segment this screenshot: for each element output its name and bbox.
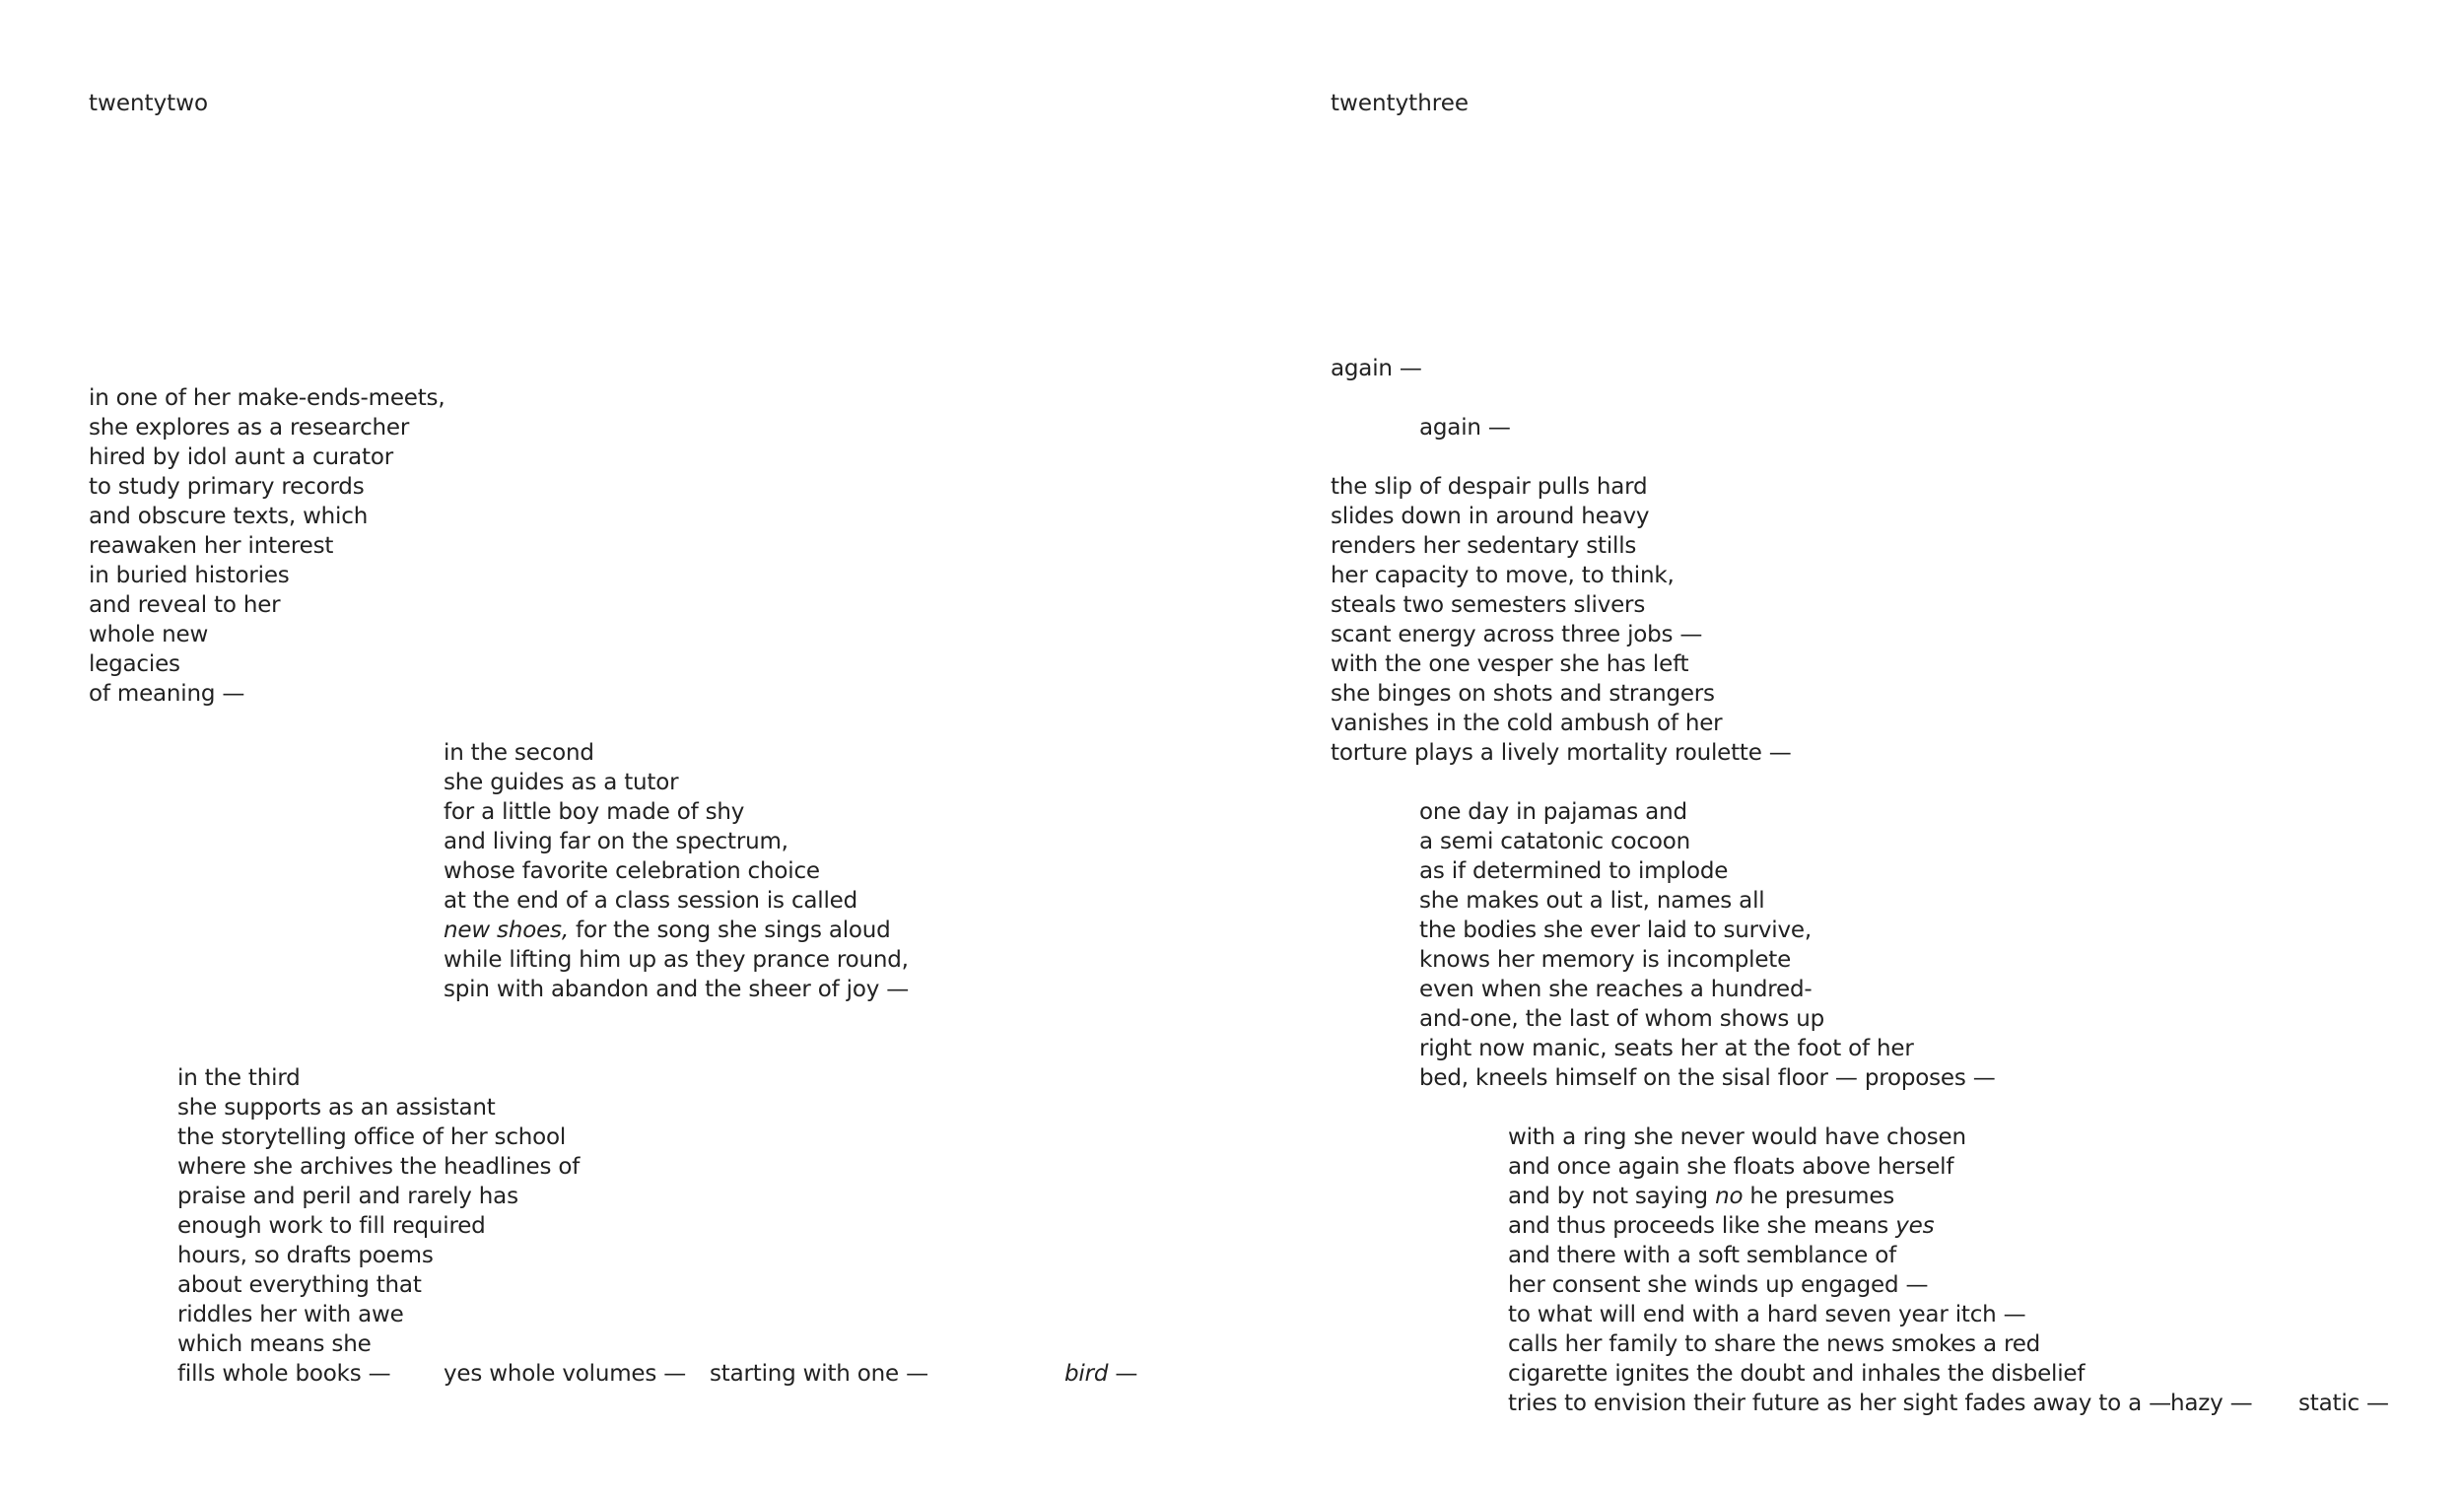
poem-line-rest: for the song she sings aloud <box>568 918 891 943</box>
poem-line: with a ring she never would have chosen <box>1508 1124 1966 1150</box>
poem-line: while lifting him up as they prance round, <box>444 947 909 973</box>
again-line-1: again — <box>1331 356 1422 381</box>
poem-line: hours, so drafts poems <box>177 1243 434 1268</box>
poem-line: and obscure texts, which <box>89 504 369 529</box>
poem-line: which means she <box>177 1331 372 1357</box>
poem-line: with the one vesper she has left <box>1331 651 1689 677</box>
poem-line: right now manic, seats her at the foot of her <box>1419 1036 1914 1061</box>
poem-line: of meaning — <box>89 681 245 707</box>
poem-line: riddles her with awe <box>177 1302 404 1327</box>
italic-bird: bird <box>1064 1361 1109 1387</box>
poem-line: the slip of despair pulls hard <box>1331 474 1648 500</box>
final-fragment-books: fills whole books — <box>177 1361 391 1387</box>
stanza-pajamas <box>1419 797 1996 1093</box>
page-label-left: twentytwo <box>89 91 209 116</box>
poem-line: to what will end with a hard seven year itch — <box>1508 1302 2026 1327</box>
poem-line: praise and peril and rarely has <box>177 1184 518 1209</box>
poem-line: where she archives the headlines of <box>177 1154 581 1180</box>
page-label-right: twentythree <box>1331 91 1470 116</box>
poem-line: steals two semesters slivers <box>1331 592 1646 618</box>
poem-line: in one of her make-ends-meets, <box>89 385 445 411</box>
poem-line: hired by idol aunt a curator <box>89 444 393 470</box>
stanza-researcher <box>89 383 445 709</box>
final-fragment-volumes: yes whole volumes — <box>444 1361 687 1387</box>
poem-line: calls her family to share the news smokes a red <box>1508 1331 2041 1357</box>
final-fragment-bird <box>1064 1359 1137 1389</box>
stanza-despair <box>1331 472 1792 768</box>
poem-line: scant energy across three jobs — <box>1331 622 1703 647</box>
poem-line: she makes out a list, names all <box>1419 888 1765 914</box>
poem-line: whose favorite celebration choice <box>444 858 820 884</box>
poem-line: as if determined to implode <box>1419 858 1729 884</box>
poem-line: she explores as a researcher <box>89 415 410 441</box>
poem-line: bed, kneels himself on the sisal floor — proposes — <box>1419 1065 1996 1091</box>
poem-line: the storytelling office of her school <box>177 1124 567 1150</box>
line-segment: he presumes <box>1743 1184 1895 1209</box>
poem-line-no <box>1508 1182 2085 1211</box>
poem-line: she supports as an assistant <box>177 1095 496 1121</box>
poem-line: enough work to fill required <box>177 1213 486 1239</box>
final-fragment-static: static — <box>2298 1391 2389 1416</box>
poem-line: to study primary records <box>89 474 365 500</box>
poem-line: legacies <box>89 651 180 677</box>
final-fragment-hazy: hazy — <box>2170 1391 2253 1416</box>
poem-line: in the second <box>444 740 594 766</box>
poem-line: her capacity to move, to think, <box>1331 563 1675 588</box>
poem-line: in buried histories <box>89 563 290 588</box>
poem-line: slides down in around heavy <box>1331 504 1650 529</box>
poem-line: and living far on the spectrum, <box>444 829 788 854</box>
stanza-tutor <box>444 738 909 1004</box>
bird-dash: — <box>1108 1361 1138 1387</box>
poem-line: and there with a soft semblance of <box>1508 1243 1897 1268</box>
stanza-ring <box>1508 1122 2085 1389</box>
italic-no: no <box>1715 1184 1744 1209</box>
poem-line-new-shoes <box>444 916 909 945</box>
poem-line: about everything that <box>177 1272 422 1298</box>
poem-line: she binges on shots and strangers <box>1331 681 1715 707</box>
poem-line: in the third <box>177 1065 301 1091</box>
poem-line: at the end of a class session is called <box>444 888 858 914</box>
poem-line: knows her memory is incomplete <box>1419 947 1792 973</box>
poem-line: and-one, the last of whom shows up <box>1419 1006 1825 1032</box>
poem-line: reawaken her interest <box>89 533 334 559</box>
poem-line: for a little boy made of shy <box>444 799 745 825</box>
italic-new-shoes: new shoes, <box>444 918 569 943</box>
italic-yes: yes <box>1895 1213 1935 1239</box>
poem-line: spin with abandon and the sheer of joy — <box>444 977 910 1002</box>
final-fragment-starting: starting with one — <box>710 1361 928 1387</box>
poem-line: a semi catatonic cocoon <box>1419 829 1690 854</box>
poem-line: torture plays a lively mortality roulette — <box>1331 740 1792 766</box>
poem-line: and once again she floats above herself <box>1508 1154 1954 1180</box>
poem-line: and reveal to her <box>89 592 281 618</box>
poem-line: vanishes in the cold ambush of her <box>1331 711 1723 736</box>
poem-line: one day in pajamas and <box>1419 799 1687 825</box>
line-segment: and thus proceeds like she means <box>1508 1213 1896 1239</box>
final-fragment-envision: tries to envision their future as her sight fades away to a — <box>1508 1391 2171 1416</box>
poem-line-yes <box>1508 1211 2085 1241</box>
poem-line: cigarette ignites the doubt and inhales the disbelief <box>1508 1361 2086 1387</box>
right-page <box>1232 0 2464 1496</box>
poem-line: whole new <box>89 622 209 647</box>
poem-line: renders her sedentary stills <box>1331 533 1637 559</box>
again-line-2: again — <box>1419 415 1511 441</box>
poem-line: her consent she winds up engaged — <box>1508 1272 1929 1298</box>
poem-line: she guides as a tutor <box>444 770 679 795</box>
poem-line: the bodies she ever laid to survive, <box>1419 918 1812 943</box>
poem-line: even when she reaches a hundred- <box>1419 977 1813 1002</box>
stanza-assistant <box>177 1063 580 1359</box>
line-segment: and by not saying <box>1508 1184 1716 1209</box>
